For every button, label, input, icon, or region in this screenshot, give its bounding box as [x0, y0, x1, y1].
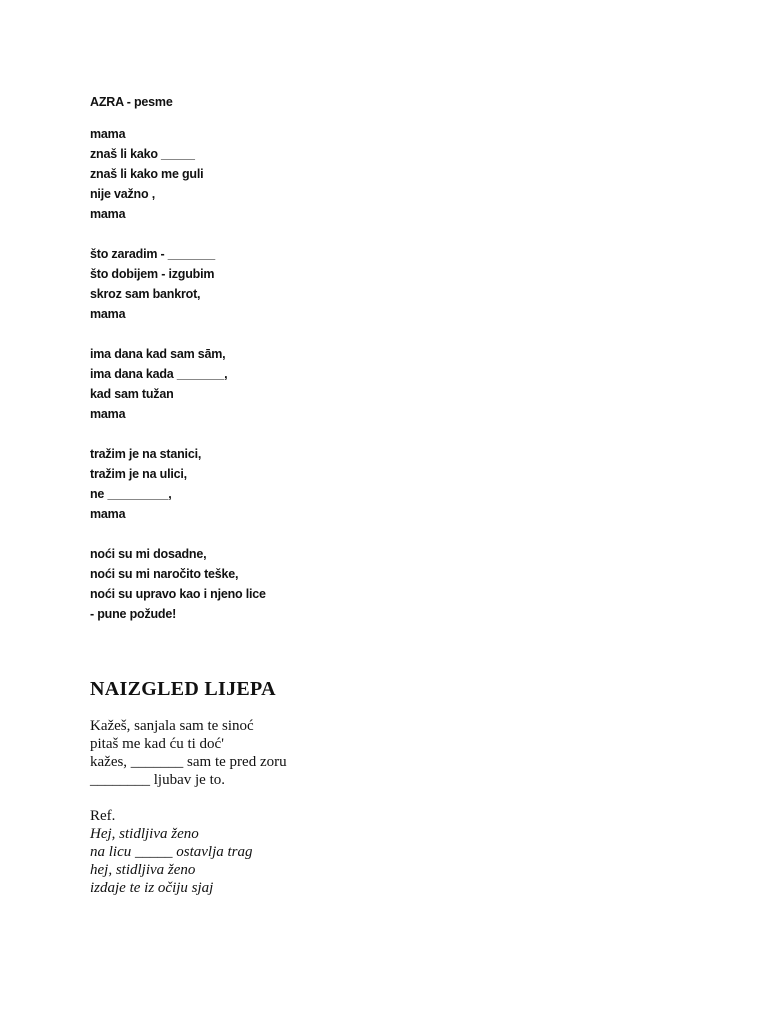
document-title: AZRA - pesme	[90, 95, 173, 109]
lyric-line: hej, stidljiva ženo	[90, 862, 196, 878]
lyric-line: tražim je na ulici,	[90, 467, 187, 481]
stanza-4	[90, 444, 266, 524]
lyric-line: izdaje te iz očiju sjaj	[90, 880, 214, 896]
lyric-line: pitaš me kad ću ti doć'	[90, 736, 224, 752]
lyric-line: kažes, _______ sam te pred zoru	[90, 754, 287, 770]
lyric-line: ima dana kada _______,	[90, 367, 228, 381]
lyric-line: ima dana kad sam sām,	[90, 347, 226, 361]
lyric-line: kad sam tužan	[90, 387, 174, 401]
stanza-3	[90, 344, 266, 424]
lyric-line: mama	[90, 127, 126, 141]
lyric-line: tražim je na stanici,	[90, 447, 202, 461]
lyric-line: mama	[90, 507, 126, 521]
lyric-line: mama	[90, 407, 126, 421]
lyric-line: što zaradim - _______	[90, 247, 216, 261]
lyric-line: mama	[90, 207, 126, 221]
lyric-line: skroz sam bankrot,	[90, 287, 201, 301]
lyric-line: ________ ljubav je to.	[90, 772, 225, 788]
lyric-line: noći su mi naročito teške,	[90, 567, 239, 581]
lyric-line: znaš li kako _____	[90, 147, 195, 161]
lyric-line: na licu _____ ostavlja trag	[90, 844, 253, 860]
lyric-line: noći su mi dosadne,	[90, 547, 207, 561]
stanza-2	[90, 244, 266, 324]
stanza-1	[90, 124, 266, 224]
lyric-line: što dobijem - izgubim	[90, 267, 215, 281]
song-mama-lyrics	[90, 124, 266, 624]
lyric-line: Hej, stidljiva ženo	[90, 826, 199, 842]
refrain	[90, 807, 287, 897]
lyric-line: ne _________,	[90, 487, 172, 501]
lyric-line: nije važno ,	[90, 187, 155, 201]
refrain-label: Ref.	[90, 808, 116, 824]
lyric-line: - pune požude!	[90, 607, 177, 621]
verse-1	[90, 717, 287, 789]
song-naizgled-lijepa-lyrics	[90, 717, 287, 897]
lyric-line: mama	[90, 307, 126, 321]
lyric-line: noći su upravo kao i njeno lice	[90, 587, 266, 601]
stanza-5	[90, 544, 266, 624]
lyric-line: znaš li kako me guli	[90, 167, 204, 181]
song-title-naizgled-lijepa: NAIZGLED LIJEPA	[90, 678, 276, 700]
lyric-line: Kažeš, sanjala sam te sinoć	[90, 718, 254, 734]
